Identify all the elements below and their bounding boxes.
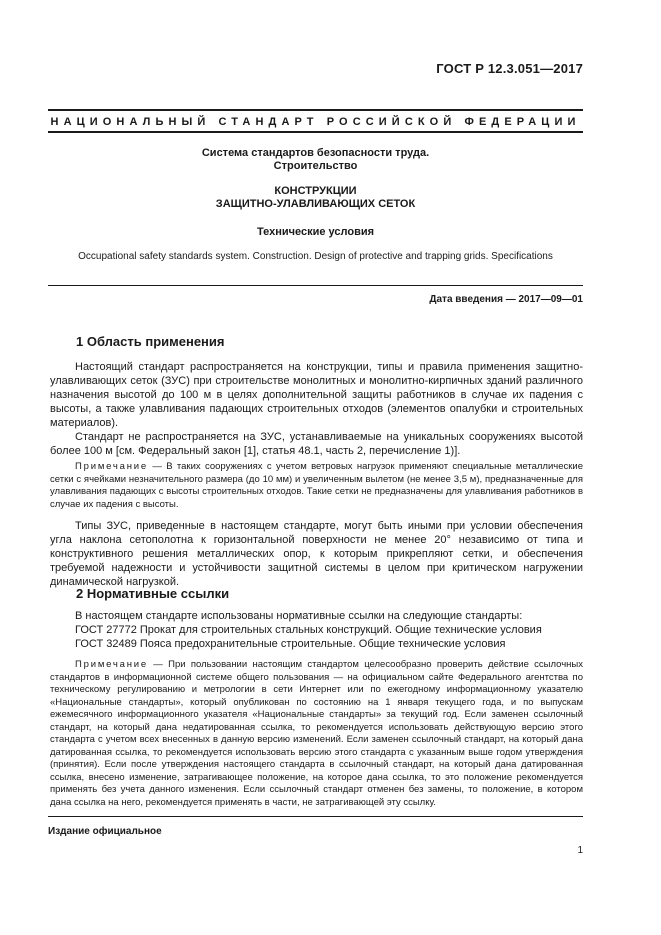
top-rule	[48, 109, 583, 111]
footer-divider	[48, 816, 583, 817]
system-title-line2: Строительство	[273, 160, 358, 172]
section-1-note	[50, 461, 583, 511]
note-text: — В таких сооружениях с учетом ветровых нагрузок применяют специальные металлические сетки с ячейками незначительного размера (до 10 мм) и увеличенным вылетом (не менее 3,5 м), предназначенные для улавливания падающих с высоты строительных отходов. Такие сетки не предназначены для улавливания работников в случае их падения с высоты.	[50, 461, 583, 510]
document-subtitle: Технические условия	[256, 226, 375, 238]
system-title-line1: Система стандартов безопасности труда.	[201, 147, 430, 159]
section-2-intro: В настоящем стандарте использованы нормативные ссылки на следующие стандарты:	[75, 610, 523, 622]
national-standard-banner: НАЦИОНАЛЬНЫЙ СТАНДАРТ РОССИЙСКОЙ ФЕДЕРАЦИИ	[50, 116, 581, 128]
standard-code: ГОСТ Р 12.3.051—2017	[436, 61, 583, 76]
standard-reference: ГОСТ 32489 Пояса предохранительные строительные. Общие технические условия	[75, 638, 506, 650]
document-title-line2: ЗАЩИТНО-УЛАВЛИВАЮЩИХ СЕТОК	[215, 198, 416, 210]
english-title: Occupational safety standards system. Construction. Design of protective and trapping grids. Specifications	[78, 251, 553, 262]
official-edition-label: Издание официальное	[48, 826, 162, 837]
banner-bottom-rule	[48, 131, 583, 133]
introduction-date: Дата введения — 2017—09—01	[429, 294, 583, 305]
page-number: 1	[577, 845, 583, 856]
document-title	[48, 185, 583, 211]
system-title	[48, 147, 583, 173]
note-text: — При пользовании настоящим стандартом целесообразно проверить действие ссылочных стандартов в информационной системе общего пользования — на официальном сайте Федерального агентства по техническому регулированию и метрологии в сети Интернет или по ежегодному информационному указателю «Национальные стандарты», который опубликован по состоянию на 1 января текущего года, и по выпускам ежемесячного информационного указателя «Национальные стандарты» за текущий год. Если заменен ссылочный стандарт, на который дана недатированная ссылка, то рекомендуется использовать действующую версию этого стандарта с учетом всех внесенных в данную версию изменений. Если заменен ссылочный стандарт, на который дана датированная ссылка, то рекомендуется использовать версию этого стандарта с указанным выше годом утверждения (принятия). Если после утверждения настоящего стандарта в ссылочный стандарт, на который дана датированная ссылка, внесено изменение, затрагивающее положение, на которое дана ссылка, то это положение рекомендуется применять без учета данного изменения. Если ссылочный стандарт отменен без замены, то положение, в котором дана ссылка на него, рекомендуется применять в части, не затрагивающей эту ссылку.	[50, 659, 583, 808]
document-title-line1: КОНСТРУКЦИИ	[274, 185, 357, 197]
note-label: Примечание	[75, 659, 148, 670]
section-1-paragraph-2: Стандарт не распространяется на ЗУС, устанавливаемые на уникальных сооружениях высотой более 100 м [см. Федеральный закон [1], статья 48.1, часть 2, перечисление 1)].	[50, 431, 583, 457]
section-1-heading: 1 Область применения	[76, 334, 225, 349]
section-2-note	[50, 659, 583, 809]
standard-reference: ГОСТ 27772 Прокат для строительных стальных конструкций. Общие технические условия	[75, 624, 542, 636]
title-divider	[48, 285, 583, 286]
section-1-paragraph-1: Настоящий стандарт распространяется на конструкции, типы и правила применения защитно-улавливающих сеток (ЗУС) при строительстве монолитных и монолитно-кирпичных зданий различного назначения высотой до 100 м в целях дополнительной защиты работников в случае их падения с высоты, а также улавливания падающих строительных отходов (элементов опалубки и строительных материалов).	[50, 361, 583, 429]
section-2-heading: 2 Нормативные ссылки	[76, 586, 230, 601]
note-label: Примечание	[75, 461, 148, 472]
section-1-paragraph-3: Типы ЗУС, приведенные в настоящем стандарте, могут быть иными при условии обеспечения угла наклона сетополотна к горизонтальной поверхности не менее 20° независимо от типа и конструктивного решения металлических опор, к которым прикрепляют сетки, и обеспечения требуемой надежности и устойчивости защитной системы в целом при критическом нагружении динамической нагрузкой.	[50, 520, 583, 588]
